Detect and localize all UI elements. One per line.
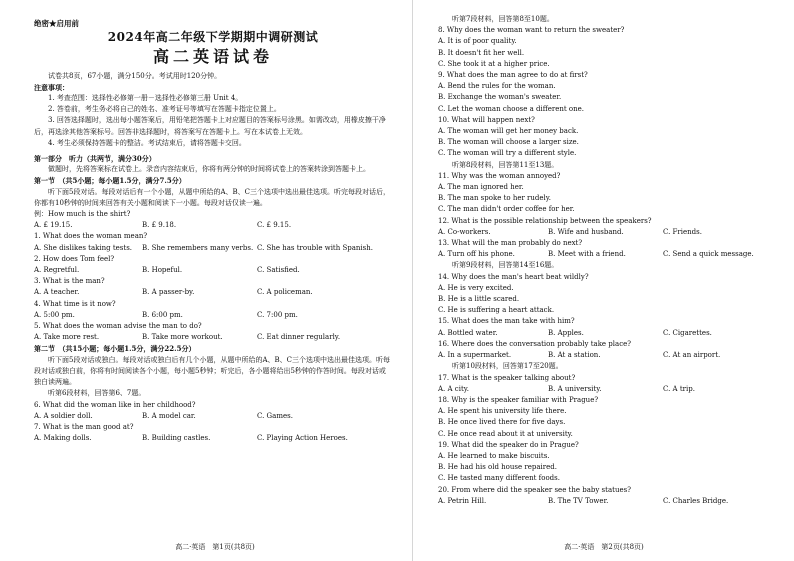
option-a: A. Making dolls. bbox=[34, 434, 92, 443]
question-text: 19. What did the speaker do in Prague? bbox=[438, 440, 579, 449]
confidential-mark: 绝密★启用前 bbox=[34, 19, 79, 28]
notes-heading: 注意事项： bbox=[34, 82, 69, 92]
listening-note: 听第8段材料，回答第11至13题。 bbox=[452, 160, 559, 169]
option-row bbox=[34, 411, 392, 422]
question-text: 9. What does the man agree to do at first? bbox=[438, 71, 588, 80]
note-item: 1. 考查范围：选择性必修第一册－选择性必修第三册 Unit 4。 bbox=[48, 94, 243, 103]
note-item: 3. 回答选择题时，选出每小题答案后，用铅笔把答题卡上对应题目的答案标号涂黑。如需改动，用橡皮擦干净后，再选涂其他答案标号。回答非选择题时，将答案写在答题卡上。写在本试卷上无效。 bbox=[34, 116, 386, 136]
option-b: B. Building castles. bbox=[142, 434, 211, 443]
option-c: C. Let the woman choose a different one. bbox=[438, 104, 585, 113]
option-c: C. She has trouble with Spanish. bbox=[257, 243, 373, 252]
option-row bbox=[438, 227, 784, 238]
option-a: A. He learned to make biscuits. bbox=[438, 451, 550, 460]
question-text: 13. What will the man probably do next? bbox=[438, 239, 583, 248]
option-a: A. He spent his university life there. bbox=[438, 407, 567, 416]
question-text: 10. What will happen next? bbox=[438, 115, 535, 124]
option-b: B. Meet with a friend. bbox=[548, 250, 626, 259]
question-text: 8. Why does the woman want to return the sweater? bbox=[438, 26, 625, 35]
option-a: A. £ 19.15. bbox=[34, 221, 73, 230]
question-text: 7. What is the man good at? bbox=[34, 422, 134, 431]
section1-title: 第一节 （共5小题；每小题1.5分，满分7.5分） bbox=[34, 176, 186, 186]
option-a: A. It is of poor quality. bbox=[438, 37, 517, 46]
option-a: A. A teacher. bbox=[34, 288, 80, 297]
section2-title: 第二节 （共15小题；每小题1.5分，满分22.5分） bbox=[34, 344, 196, 354]
example-options bbox=[34, 220, 392, 231]
question-text: 18. Why is the speaker familiar with Prague? bbox=[438, 395, 599, 404]
option-b: B. It doesn't fit her well. bbox=[438, 48, 525, 57]
option-a: A. In a supermarket. bbox=[438, 351, 512, 360]
option-c: C. A trip. bbox=[663, 384, 695, 393]
question-text: 3. What is the man? bbox=[34, 277, 105, 286]
section1-instructions: 听下面5段对话。每段对话后有一个小题，从题中所给的A、B、C三个选项中选出最佳选项。听完每段对话后，你都有10秒钟的时间来回答有关小题和阅读下一小题。每段对话仅读一遍。 bbox=[34, 187, 391, 207]
option-a: A. She dislikes taking tests. bbox=[34, 243, 133, 252]
option-b: B. The man spoke to her rudely. bbox=[438, 194, 552, 203]
option-b: B. Hopeful. bbox=[142, 266, 183, 275]
listening-note: 听第10段材料，回答第17至20题。 bbox=[452, 362, 563, 371]
option-b: B. Take more workout. bbox=[142, 333, 223, 342]
option-c: C. At an airport. bbox=[663, 351, 721, 360]
question-text: 20. From where did the speaker see the baby statues? bbox=[438, 485, 631, 494]
exam-title: 2024年高二年级下学期期中调研测试 bbox=[107, 30, 319, 45]
option-row bbox=[34, 243, 392, 254]
option-row bbox=[34, 265, 392, 276]
option-a: A. Regretful. bbox=[34, 266, 80, 275]
option-c: C. Cigarettes. bbox=[663, 328, 712, 337]
option-c: C. He once read about it at university. bbox=[438, 429, 573, 438]
option-c: C. Charles Bridge. bbox=[663, 496, 729, 505]
question-text: 15. What does the man take with him? bbox=[438, 317, 575, 326]
option-a: A. Co-workers. bbox=[438, 227, 491, 236]
option-row bbox=[34, 310, 392, 321]
page-footer: 高二·英语 第1页(共8页) bbox=[175, 542, 255, 551]
option-b: B. The TV Tower. bbox=[548, 496, 609, 505]
option-row bbox=[438, 384, 784, 395]
option-a: A. Bottled water. bbox=[438, 328, 498, 337]
option-c: C. She took it at a higher price. bbox=[438, 59, 550, 68]
option-c: C. A policeman. bbox=[257, 288, 313, 297]
exam-info: 试卷共8页，67小题，满分150分。考试用时120分钟。 bbox=[48, 71, 222, 80]
listening-note: 听第7段材料，回答第8至10题。 bbox=[452, 15, 554, 23]
option-b: B. She remembers many verbs. bbox=[142, 243, 254, 252]
question-text: 2. How does Tom feel? bbox=[34, 254, 115, 263]
option-b: B. £ 9.18. bbox=[142, 221, 177, 230]
question-text: 12. What is the possible relationship between the speakers? bbox=[438, 216, 652, 225]
option-b: B. At a station. bbox=[548, 351, 601, 360]
option-a: A. Bend the rules for the woman. bbox=[438, 82, 556, 91]
option-c: C. £ 9.15. bbox=[257, 221, 292, 230]
option-b: B. Exchange the woman's sweater. bbox=[438, 93, 562, 102]
option-b: B. The woman will choose a larger size. bbox=[438, 138, 579, 147]
option-c: C. 7:00 pm. bbox=[257, 310, 298, 319]
option-row bbox=[34, 287, 392, 298]
option-c: C. The woman will try a different style. bbox=[438, 149, 577, 158]
listening-note: 听第6段材料，回答第6、7题。 bbox=[48, 389, 146, 398]
option-c: C. Eat dinner regularly. bbox=[257, 333, 341, 342]
question-text: 6. What did the woman like in her childhood? bbox=[34, 400, 196, 409]
listening-note: 听第9段材料，回答第14至16题。 bbox=[452, 261, 559, 270]
page-2 bbox=[414, 0, 794, 561]
option-c: C. He is suffering a heart attack. bbox=[438, 306, 555, 315]
option-b: B. Wife and husband. bbox=[548, 227, 624, 236]
part1-instructions: 做题时，先将答案标在试卷上。录音内容结束后，你将有两分钟的时间将试卷上的答案转涂到答题卡上。 bbox=[48, 165, 370, 174]
option-b: B. 6:00 pm. bbox=[142, 310, 183, 319]
question-text: 1. What does the woman mean? bbox=[34, 232, 148, 241]
option-c: C. Satisfied. bbox=[257, 266, 300, 275]
questions-8-20 bbox=[438, 25, 784, 507]
question-text: 5. What does the woman advise the man to do? bbox=[34, 322, 202, 331]
option-b: B. A passer-by. bbox=[142, 288, 195, 297]
option-row bbox=[438, 328, 784, 339]
option-a: A. 5:00 pm. bbox=[34, 310, 75, 319]
option-c: C. Games. bbox=[257, 411, 293, 420]
question-text: 14. Why does the man's heart beat wildly? bbox=[438, 272, 589, 281]
paper-title: 高二英语试卷 bbox=[152, 47, 273, 67]
option-row bbox=[34, 332, 392, 343]
option-c: C. Playing Action Heroes. bbox=[257, 434, 348, 443]
option-c: C. The man didn't order coffee for her. bbox=[438, 205, 575, 214]
note-item: 2. 答卷前，考生务必将自己的姓名、准考证号等填写在答题卡指定位置上。 bbox=[48, 105, 281, 114]
option-a: A. The woman will get her money back. bbox=[438, 127, 579, 136]
option-c: C. Friends. bbox=[663, 227, 702, 236]
section1-questions bbox=[34, 231, 392, 343]
question-text: 17. What is the speaker talking about? bbox=[438, 373, 576, 382]
page-footer: 高二·英语 第2页(共8页) bbox=[564, 542, 644, 551]
option-b: B. A university. bbox=[548, 384, 602, 393]
option-a: A. The man ignored her. bbox=[438, 183, 524, 192]
option-a: A. Petrin Hill. bbox=[438, 496, 487, 505]
option-b: B. A model car. bbox=[142, 411, 196, 420]
option-b: B. He once lived there for five days. bbox=[438, 418, 566, 427]
section2-questions bbox=[34, 400, 392, 445]
page-divider bbox=[412, 0, 413, 561]
question-text: 11. Why was the woman annoyed? bbox=[438, 171, 561, 180]
option-a: A. Take more rest. bbox=[34, 333, 100, 342]
option-a: A. Turn off his phone. bbox=[438, 250, 515, 259]
note-item: 4. 考生必须保持答题卡的整洁。考试结束后，请将答题卡交回。 bbox=[48, 138, 246, 147]
question-text: 16. Where does the conversation probably take place? bbox=[438, 339, 632, 348]
option-c: C. He tasted many different foods. bbox=[438, 474, 560, 483]
option-b: B. He had his old house repaired. bbox=[438, 463, 557, 472]
option-b: B. Apples. bbox=[548, 328, 584, 337]
option-b: B. He is a little scared. bbox=[438, 295, 520, 304]
option-row bbox=[438, 249, 784, 260]
option-c: C. Send a quick message. bbox=[663, 250, 754, 259]
question-text: 4. What time is it now? bbox=[34, 299, 116, 308]
option-row bbox=[438, 496, 784, 507]
option-a: A. A soldier doll. bbox=[34, 411, 93, 420]
example-question: 例：How much is the shirt? bbox=[34, 210, 131, 219]
option-row bbox=[438, 350, 784, 361]
option-a: A. A city. bbox=[438, 384, 470, 393]
option-row bbox=[34, 433, 392, 444]
option-a: A. He is very excited. bbox=[438, 283, 514, 292]
part1-title: 第一部分 听力（共两节，满分30分） bbox=[34, 154, 156, 164]
section2-instructions: 听下面5段对话或独白。每段对话或独白后有几个小题，从题中所给的A、B、C三个选项中选出最佳选项。听每段对话或独白前，你将有时间阅读各个小题，每小题5秒钟；听完后，各小题将给出5秒钟的作答时间。每段对话或独白读两遍。 bbox=[34, 355, 391, 387]
